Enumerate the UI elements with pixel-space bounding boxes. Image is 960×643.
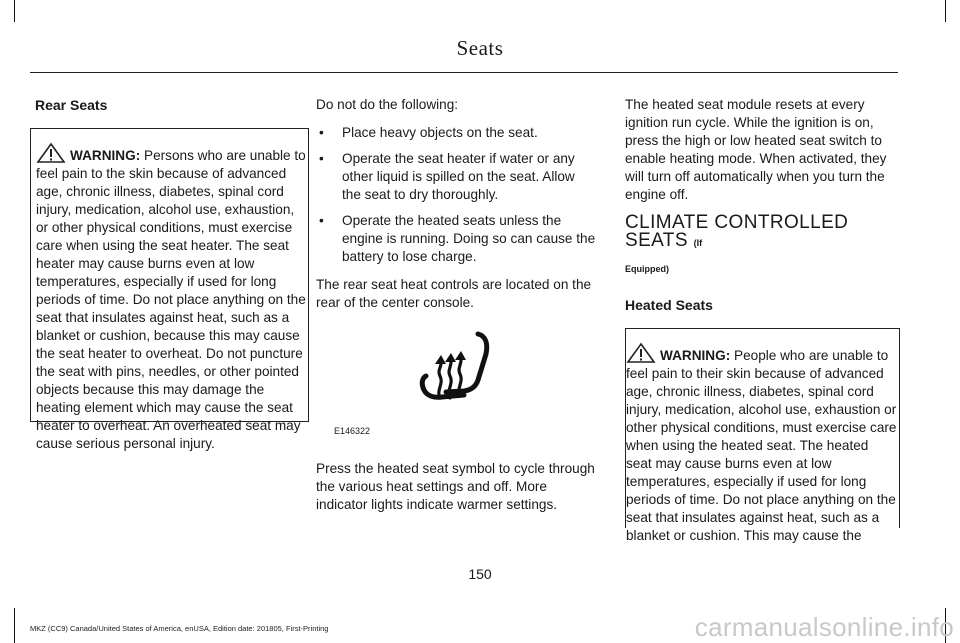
rear-seats-heading: Rear Seats [35,97,108,113]
crop-mark [14,608,15,643]
module-reset-text: The heated seat module resets at every ignition run cycle. While the ignition is on, press the high or low heated seat switch to enable heating mode. When activated, they will turn off automatically when you turn the engine off. [625,97,887,202]
edition-footer: MKZ (CC9) Canada/United States of America, enUSA, Edition date: 201805, First-Printing [30,624,329,633]
warning-triangle-icon [36,143,66,163]
section-title-if: (If [693,238,703,248]
warning-label: WARNING: [70,148,141,163]
page-title: Seats [456,36,504,60]
climate-seats-title [625,214,900,252]
bullet-glyph: • [319,125,324,140]
press-symbol-text: Press the heated seat symbol to cycle through the various heat settings and off. More indicator lights indicate warmer settings. [316,461,595,512]
crop-mark [14,0,15,22]
right-column [625,96,900,543]
section-title-equipped: Equipped) [625,264,669,274]
list-item: • Operate the seat heater if water or any other liquid is spilled on the seat. Allow the seat to dry thoroughly. [319,151,575,202]
heated-seat-illustration [316,322,586,442]
heated-seats-heading: Heated Seats [625,297,713,313]
middle-column [316,96,596,524]
bullet-glyph: • [319,151,324,166]
bullet-glyph: • [319,213,324,228]
do-not-list [316,124,596,266]
warning-text: Persons who are unable to feel pain to the skin because of advanced age, chronic illness, diabetes, spinal cord injury, medication, alcohol use, exhaustion, or other physical conditions, must exercise care when using the seat heater. The seat heater may cause burns even at low temperatures, especially if used for long periods of time. Do not place anything on the seat that insulates against heat, such as a blanket or cushion, because this may cause the seat heater to overheat. Do not puncture the seat with pins, needles, or other pointed objects because this may damage the heating element which may cause the seat heater to overheat. An overheated seat may cause serious personal injury. [36,148,306,451]
list-item: • Place heavy objects on the seat. [319,125,538,140]
illustration-code: E146322 [334,426,371,436]
watermark: carmanualsonline.info [694,612,954,642]
do-not-intro: Do not do the following: [316,97,459,112]
warning-triangle-icon [626,343,656,363]
crop-mark [945,0,946,22]
section-title-text: CLIMATE CONTROLLED SEATS [625,212,849,251]
list-item: • Operate the heated seats unless the engine is running. Doing so can cause the battery to lose charge. [319,213,596,264]
rear-seats-warning-box [30,128,309,451]
page-number: 150 [468,566,492,582]
warning-label: WARNING: [660,348,731,363]
warning-text: People who are unable to feel pain to their skin because of advanced age, chronic illness, diabetes, spinal cord injury, medication, alcohol use, exhaustion or other physical conditions, must exercise care when using the heated seat. The heated seat may cause burns even at low temperatures, especially if used for long periods of time. Do not place anything on the seat that insulates against heat, such as a blanket or cushion. This may cause the [626,348,897,543]
left-column [30,96,309,451]
heated-seats-warning-box [625,328,900,543]
controls-location-text: The rear seat heat controls are located on the rear of the center console. [316,277,592,310]
heated-seat-icon [416,328,506,408]
title-rule [30,72,898,73]
